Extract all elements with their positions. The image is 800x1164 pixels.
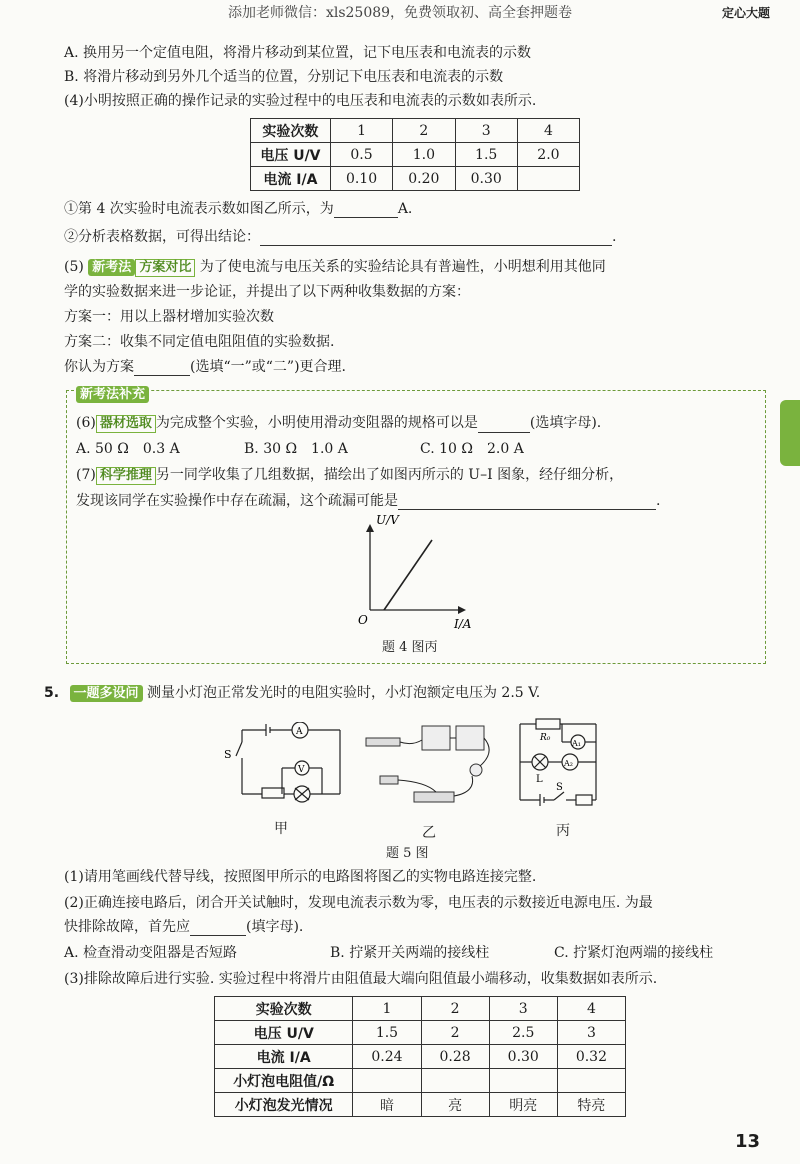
- table-cell: 明亮: [489, 1093, 557, 1117]
- p2-end: (填字母).: [246, 919, 304, 935]
- q4-part5-num: (5): [64, 259, 84, 275]
- q4-sub1: [64, 200, 412, 218]
- table-cell[interactable]: [353, 1069, 421, 1093]
- table-cell: 3: [455, 119, 517, 143]
- p6-end: (选填字母).: [529, 415, 602, 431]
- circuit-bing: [510, 716, 610, 812]
- q4-option-b: B. 将滑片移动到另外几个适当的位置，分别记下电压表和电流表的示数: [64, 69, 504, 85]
- table-cell: 4: [557, 997, 625, 1021]
- table-cell: 暗: [353, 1093, 421, 1117]
- q4-sub1-text: ①第 4 次实验时电流表示数如图乙所示，为: [64, 201, 334, 217]
- p7-end: .: [656, 493, 661, 509]
- plan-two: 方案二：收集不同定值电阻阻值的实验数据.: [64, 334, 335, 350]
- table-cell: 0.32: [557, 1045, 625, 1069]
- switch-icon: [236, 742, 242, 756]
- table-cell: 1: [330, 119, 392, 143]
- q4-part5-line1: 为了使电流与电压关系的实验结论具有普遍性，小明想利用其他同: [199, 259, 606, 275]
- fig-label-bing: 丙: [556, 823, 570, 839]
- q5-p2-option-c: C. 拧紧灯泡两端的接线柱: [554, 945, 714, 961]
- table-cell: 1: [353, 997, 421, 1021]
- new-method-tag: 新考法: [88, 259, 135, 276]
- ui-line: [384, 540, 432, 610]
- table-cell: 3: [557, 1021, 625, 1045]
- q5-number: 5.: [44, 685, 60, 701]
- q4-part7-line2: [76, 492, 660, 510]
- q5-p2-option-a: A. 检查滑动变阻器是否短路: [64, 945, 238, 961]
- supplement-tag-wrap: [74, 383, 151, 403]
- row-header-cell: 实验次数: [215, 997, 353, 1021]
- q4-part5: [64, 258, 606, 277]
- table-cell: 2: [421, 997, 489, 1021]
- table-cell: 1.0: [393, 143, 455, 167]
- table-row: [215, 1093, 626, 1117]
- x-label: I/A: [454, 617, 472, 631]
- section-title: 定心大题: [721, 6, 770, 20]
- table-row: [215, 1021, 626, 1045]
- circuit-jia: [222, 722, 362, 812]
- svg-text:S: S: [224, 748, 232, 761]
- table-cell: 0.24: [353, 1045, 421, 1069]
- table-cell: 亮: [421, 1093, 489, 1117]
- apparatus-yi: [356, 722, 502, 812]
- table-cell: 0.30: [489, 1045, 557, 1069]
- subject-side-tab: [780, 400, 800, 466]
- q4-sub2-text: ②分析表格数据，可得出结论：: [64, 229, 260, 245]
- svg-text:R₀: R₀: [540, 733, 551, 743]
- fig-label-yi: 乙: [422, 825, 436, 841]
- origin-label: O: [358, 613, 368, 627]
- table-row: [215, 1069, 626, 1093]
- equipment-tag: 器材选取: [96, 415, 156, 433]
- switch-icon: [554, 792, 564, 800]
- table-cell: 特亮: [557, 1093, 625, 1117]
- q5-part2-line1: (2)正确连接电路后，闭合开关试触时，发现电流表示数为零，电压表的示数接近电源电压. 为最: [64, 895, 653, 911]
- svg-text:A: A: [296, 727, 303, 737]
- table-cell: 1.5: [455, 143, 517, 167]
- choice-suffix: (选填“一”或“二”)更合理.: [190, 359, 347, 375]
- table-cell[interactable]: [421, 1069, 489, 1093]
- table-cell: 0.10: [330, 167, 392, 191]
- q5-part2-line2: [64, 918, 303, 936]
- table-cell: 0.20: [393, 167, 455, 191]
- graph-caption: 题 4 图丙: [382, 640, 438, 655]
- fig5-caption: 题 5 图: [386, 846, 429, 861]
- table-cell: 4: [517, 119, 579, 143]
- ui-graph: [350, 510, 480, 634]
- page-number: 13: [734, 1131, 760, 1152]
- table-cell[interactable]: [517, 167, 579, 191]
- table-cell: 0.5: [330, 143, 392, 167]
- table-cell[interactable]: [557, 1069, 625, 1093]
- row-header-cell: 电流 I/A: [251, 167, 331, 191]
- p6-text: 为完成整个实验，小明使用滑动变阻器的规格可以是: [155, 415, 478, 431]
- svg-text:L: L: [536, 774, 543, 785]
- table-row: [215, 997, 626, 1021]
- p6-option-a: A. 50 Ω 0.3 A: [76, 441, 180, 457]
- q5-p2-option-b: B. 拧紧开关两端的接线柱: [330, 945, 490, 961]
- meter-icon: [456, 726, 484, 750]
- q4-part7: [76, 466, 623, 485]
- table-cell: 2: [393, 119, 455, 143]
- p7-text2: 发现该同学在实验操作中存在疏漏，这个疏漏可能是: [76, 493, 398, 509]
- answer-blank[interactable]: [334, 203, 398, 218]
- rheostat-icon: [262, 788, 284, 798]
- y-axis-arrow: [366, 524, 374, 532]
- answer-blank[interactable]: [398, 495, 656, 510]
- table-row: [215, 1045, 626, 1069]
- plan-one: 方案一：用以上器材增加实验次数: [64, 309, 274, 325]
- p7-num: (7): [76, 467, 96, 483]
- q4-sub2-end: .: [612, 229, 617, 245]
- row-header-cell: 电流 I/A: [215, 1045, 353, 1069]
- q5-stem: [44, 684, 540, 702]
- table-cell: 2.5: [489, 1021, 557, 1045]
- row-header-cell: 电压 U/V: [251, 143, 331, 167]
- row-header-cell: 小灯泡电阻值/Ω: [215, 1069, 353, 1093]
- svg-text:S: S: [556, 782, 563, 793]
- table-cell: 0.30: [455, 167, 517, 191]
- q5-part3: (3)排除故障后进行实验. 实验过程中将滑片由阻值最大端向阻值最小端移动，收集数据如表所示.: [64, 971, 658, 987]
- fig-label-jia: 甲: [274, 821, 288, 837]
- table-cell: 1.5: [353, 1021, 421, 1045]
- q5-data-table: [214, 996, 626, 1117]
- table-row: [251, 143, 580, 167]
- p6-option-c: C. 10 Ω 2.0 A: [420, 441, 524, 457]
- q4-option-a: A. 换用另一个定值电阻，将滑片移动到某位置，记下电压表和电流表的示数: [64, 45, 532, 61]
- table-cell: 0.28: [421, 1045, 489, 1069]
- q4-data-table: [250, 118, 580, 191]
- y-label: U/V: [376, 513, 399, 527]
- top-banner: 添加老师微信：xls25089，免费领取初、高全套押题卷: [227, 5, 573, 21]
- q4-part5-line2: 学的实验数据来进一步论证，并提出了以下两种收集数据的方案：: [64, 284, 470, 300]
- table-cell: 2.0: [517, 143, 579, 167]
- p6-num: (6): [76, 415, 96, 431]
- table-row: [251, 119, 580, 143]
- meter-icon: [422, 726, 450, 750]
- table-row: [251, 167, 580, 191]
- row-header-cell: 小灯泡发光情况: [215, 1093, 353, 1117]
- p6-option-b: B. 30 Ω 1.0 A: [244, 441, 348, 457]
- q4-part4: (4)小明按照正确的操作记录的实验过程中的电压表和电流表的示数如表所示.: [64, 93, 537, 109]
- supplement-tag: 新考法补充: [76, 386, 149, 403]
- q4-part6: [76, 414, 601, 433]
- answer-blank[interactable]: [134, 361, 190, 376]
- q5-part1: (1)请用笔画线代替导线，按照图甲所示的电路图将图乙的实物电路连接完整.: [64, 869, 537, 885]
- q4-sub2: [64, 228, 616, 246]
- table-cell[interactable]: [489, 1069, 557, 1093]
- answer-blank[interactable]: [478, 418, 530, 433]
- resistor-icon: [536, 719, 560, 729]
- battery-icon: [366, 738, 400, 746]
- svg-text:A₁: A₁: [572, 739, 581, 748]
- q5-stem-text: 测量小灯泡正常发光时的电阻实验时，小灯泡额定电压为 2.5 V.: [146, 685, 541, 701]
- p7-text: 另一同学收集了几组数据，描绘出了如图丙所示的 U–I 图象，经仔细分析，: [155, 467, 624, 483]
- answer-blank[interactable]: [260, 231, 612, 246]
- multi-question-tag: 一题多设问: [70, 685, 143, 702]
- q4-sub1-unit: A.: [397, 201, 413, 217]
- p2-text: 快排除故障，首先应: [64, 919, 190, 935]
- plan-compare-tag: 方案对比: [135, 259, 195, 277]
- x-axis-arrow: [458, 606, 466, 614]
- row-header-cell: 电压 U/V: [215, 1021, 353, 1045]
- rheostat-icon: [576, 795, 592, 805]
- switch-icon: [380, 776, 398, 784]
- q4-part5-choice: [64, 358, 346, 376]
- svg-text:V: V: [298, 765, 305, 775]
- choice-prefix: 你认为方案: [64, 359, 134, 375]
- table-cell: 2: [421, 1021, 489, 1045]
- rheostat-icon: [414, 792, 454, 802]
- svg-text:A₂: A₂: [564, 759, 573, 768]
- row-header-cell: 实验次数: [251, 119, 331, 143]
- reasoning-tag: 科学推理: [96, 467, 156, 485]
- table-cell: 3: [489, 997, 557, 1021]
- answer-blank[interactable]: [190, 921, 246, 936]
